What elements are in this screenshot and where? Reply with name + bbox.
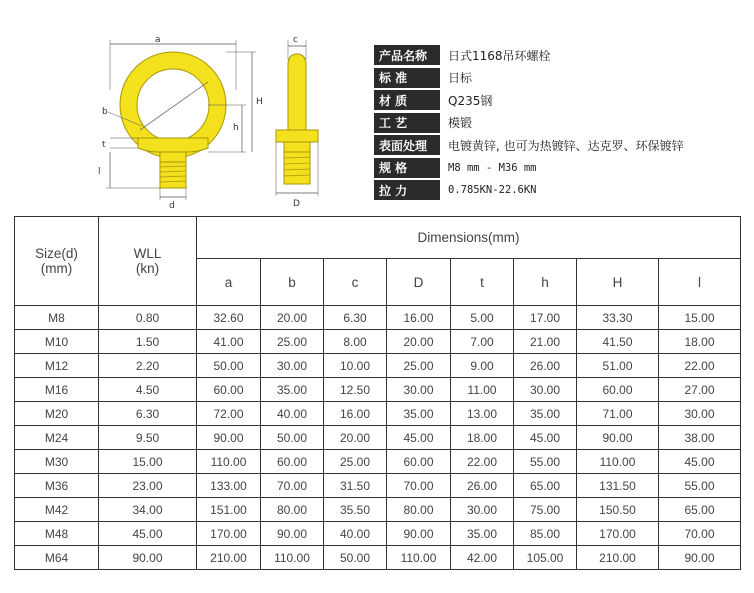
table-cell: 2.20 [99,354,197,378]
table-cell: 71.00 [577,402,659,426]
dim-label-D: D [293,199,300,209]
table-cell: 11.00 [451,378,514,402]
table-cell: 110.00 [387,546,451,570]
table-cell: 9.50 [99,426,197,450]
table-cell: 70.00 [659,522,741,546]
spec-row-process [374,112,744,134]
table-cell: 60.00 [577,378,659,402]
table-cell: 110.00 [261,546,324,570]
table-cell: 25.00 [387,354,451,378]
table-cell: 25.00 [261,330,324,354]
table-cell: 17.00 [514,306,577,330]
dim-label-a: a [155,35,161,45]
table-cell: 35.50 [324,498,387,522]
table-cell: 210.00 [577,546,659,570]
table-cell: 0.80 [99,306,197,330]
table-cell: 50.00 [197,354,261,378]
spec-row-size-range [374,157,744,179]
table-cell: 34.00 [99,498,197,522]
table-cell: 35.00 [514,402,577,426]
table-cell: 13.00 [451,402,514,426]
table-cell: 30.00 [514,378,577,402]
spec-key: 材 质 [374,90,440,110]
table-cell: 90.00 [659,546,741,570]
table-cell: 45.00 [659,450,741,474]
table-cell: 5.00 [451,306,514,330]
table-cell: 4.50 [99,378,197,402]
table-cell: 15.00 [99,450,197,474]
table-cell: 35.00 [451,522,514,546]
table-cell: 41.00 [197,330,261,354]
table-cell: M64 [15,546,99,570]
table-cell: 9.00 [451,354,514,378]
dimensions-header: Dimensions(mm) [197,217,741,259]
dim-column-header: c [324,259,387,306]
table-cell: M10 [15,330,99,354]
table-cell: 12.50 [324,378,387,402]
table-cell: 30.00 [261,354,324,378]
table-cell: 80.00 [387,498,451,522]
dim-label-b: b [102,107,108,117]
table-cell: 110.00 [197,450,261,474]
table-cell: 90.00 [197,426,261,450]
table-cell: 23.00 [99,474,197,498]
dim-column-header: H [577,259,659,306]
table-cell: M20 [15,402,99,426]
spec-value: 日标 [448,71,473,85]
table-cell: 15.00 [659,306,741,330]
table-row [15,498,741,522]
table-cell: 40.00 [261,402,324,426]
spec-list [374,44,744,202]
spec-key: 拉 力 [374,180,440,200]
table-cell: 55.00 [659,474,741,498]
dim-column-header: b [261,259,324,306]
table-cell: 45.00 [99,522,197,546]
size-header-unit: (mm) [40,261,73,276]
table-cell: 210.00 [197,546,261,570]
table-cell: 85.00 [514,522,577,546]
dim-column-header: l [659,259,741,306]
table-cell: 21.00 [514,330,577,354]
table-cell: M12 [15,354,99,378]
table-cell: M24 [15,426,99,450]
dim-label-H: H [256,97,263,107]
spec-row-product-name [374,44,744,66]
table-cell: 38.00 [659,426,741,450]
table-cell: 80.00 [261,498,324,522]
spec-row-surface [374,134,744,156]
dim-label-d: d [169,201,175,210]
size-header-label: Size(d) [35,246,78,261]
table-cell: 55.00 [514,450,577,474]
table-cell: 105.00 [514,546,577,570]
spec-value: M8 mm - M36 mm [448,161,537,174]
table-cell: 90.00 [99,546,197,570]
table-cell: 133.00 [197,474,261,498]
table-cell: M30 [15,450,99,474]
table-row [15,354,741,378]
table-cell: M42 [15,498,99,522]
table-cell: 40.00 [324,522,387,546]
table-cell: 35.00 [261,378,324,402]
table-cell: 26.00 [451,474,514,498]
table-row [15,450,741,474]
table-cell: 30.00 [387,378,451,402]
table-cell: 35.00 [387,402,451,426]
wll-header-unit: (kn) [135,261,160,276]
table-cell: 32.60 [197,306,261,330]
wll-header-label: WLL [133,246,162,261]
table-cell: 70.00 [261,474,324,498]
side-view [276,35,318,209]
table-cell: 170.00 [197,522,261,546]
table-row [15,330,741,354]
wll-header [99,217,197,306]
table-cell: 41.50 [577,330,659,354]
spec-value: Q235钢 [448,93,493,108]
table-cell: 10.00 [324,354,387,378]
dim-column-header: a [197,259,261,306]
table-cell: 18.00 [451,426,514,450]
dim-column-header: D [387,259,451,306]
table-cell: 150.50 [577,498,659,522]
table-cell: M48 [15,522,99,546]
spec-key: 工 艺 [374,113,440,133]
table-cell: 6.30 [99,402,197,426]
table-cell: 60.00 [387,450,451,474]
table-cell: 90.00 [261,522,324,546]
table-cell: 30.00 [451,498,514,522]
table-cell: 33.30 [577,306,659,330]
table-row [15,402,741,426]
table-cell: 60.00 [197,378,261,402]
table-cell: 7.00 [451,330,514,354]
table-cell: 50.00 [324,546,387,570]
eye-bolt-diagram [80,30,340,210]
table-cell: 90.00 [577,426,659,450]
dimensions-table [14,216,741,570]
table-cell: 110.00 [577,450,659,474]
table-cell: 27.00 [659,378,741,402]
table-cell: 72.00 [197,402,261,426]
dim-label-l: l [98,167,101,177]
table-cell: 30.00 [659,402,741,426]
table-cell: 16.00 [324,402,387,426]
table-cell: 45.00 [387,426,451,450]
table-cell: M8 [15,306,99,330]
spec-key: 产品名称 [374,45,440,65]
table-cell: 170.00 [577,522,659,546]
table-cell: 20.00 [387,330,451,354]
table-row [15,306,741,330]
dim-label-h: h [233,123,239,133]
spec-value: 0.785KN-22.6KN [448,184,537,196]
table-cell: 65.00 [514,474,577,498]
spec-value: 模锻 [448,116,473,130]
dim-label-t: t [102,140,106,150]
table-row [15,378,741,402]
dimensions-table-body [15,306,741,570]
table-cell: 18.00 [659,330,741,354]
table-cell: 16.00 [387,306,451,330]
table-row [15,546,741,570]
spec-row-tensile [374,179,744,201]
table-cell: M36 [15,474,99,498]
spec-row-material [374,89,744,111]
table-cell: 25.00 [324,450,387,474]
spec-value: 电镀黄锌, 也可为热镀锌、达克罗、环保镀锌 [448,138,684,153]
spec-key: 标 准 [374,68,440,88]
table-cell: 45.00 [514,426,577,450]
spec-row-standard [374,67,744,89]
table-cell: M16 [15,378,99,402]
size-header [15,217,99,306]
table-cell: 131.50 [577,474,659,498]
dim-label-c: c [293,35,298,45]
table-cell: 70.00 [387,474,451,498]
table-cell: 6.30 [324,306,387,330]
table-cell: 90.00 [387,522,451,546]
front-view [98,35,263,210]
table-cell: 42.00 [451,546,514,570]
table-cell: 151.00 [197,498,261,522]
table-cell: 51.00 [577,354,659,378]
spec-value: 日式1168吊环螺栓 [448,48,551,63]
table-row [15,522,741,546]
spec-key: 表面处理 [374,135,440,155]
table-cell: 20.00 [261,306,324,330]
table-cell: 20.00 [324,426,387,450]
spec-key: 规 格 [374,158,440,178]
table-cell: 50.00 [261,426,324,450]
table-cell: 22.00 [451,450,514,474]
table-cell: 1.50 [99,330,197,354]
dim-column-header: t [451,259,514,306]
table-row [15,474,741,498]
table-cell: 26.00 [514,354,577,378]
table-cell: 75.00 [514,498,577,522]
dim-column-header: h [514,259,577,306]
table-cell: 60.00 [261,450,324,474]
table-cell: 8.00 [324,330,387,354]
table-cell: 22.00 [659,354,741,378]
table-cell: 31.50 [324,474,387,498]
table-row [15,426,741,450]
table-cell: 65.00 [659,498,741,522]
